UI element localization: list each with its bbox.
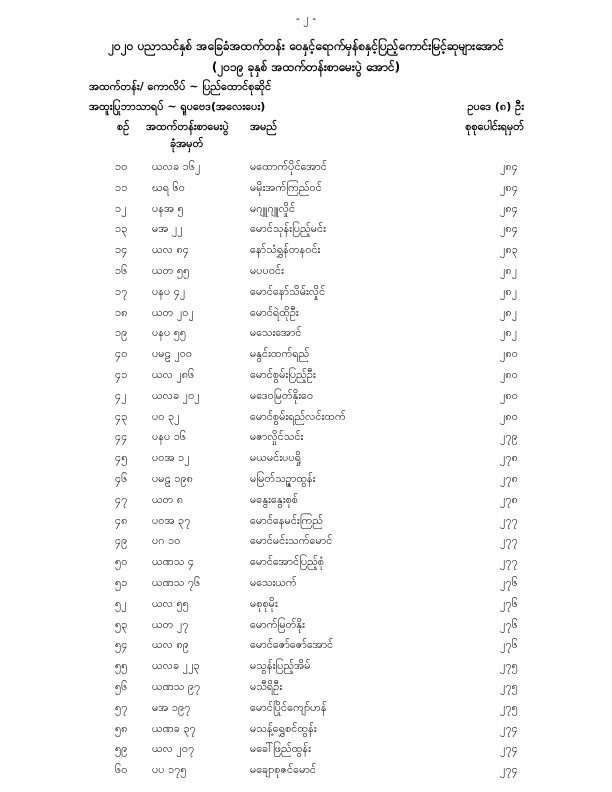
table-row (0, 555, 612, 576)
row-number: ၄၆ (115, 471, 128, 485)
roll-number: ပဂ ၁၀ (152, 534, 181, 548)
roll-number: ပပ ၁၇၅ (152, 763, 187, 777)
student-name: မဇာလှိုင်သင်း (250, 430, 304, 444)
row-number: ၁၃ (115, 222, 128, 236)
table-row (0, 181, 612, 202)
roll-number: ယလ ၅၅ (152, 596, 189, 610)
roll-number: ယလ ၂၀၇ (152, 742, 195, 756)
row-number: ၅၀ (115, 555, 128, 569)
row-number: ၅၄ (115, 638, 128, 652)
student-name: မမြတ်သဉ္ဇာထွန်း (250, 471, 316, 485)
student-name: မချောစုဇင်မောင် (250, 763, 316, 777)
table-row (0, 722, 612, 743)
column-header-score: စုစုပေါင်းရမှတ် (465, 120, 524, 133)
roll-number: ပနပ ၁၆ (152, 430, 187, 444)
row-number: ၅၃ (115, 617, 128, 631)
total-score: ၂၈၄ (500, 160, 518, 173)
student-name: မပပဝင်း (250, 263, 284, 277)
student-name: မသေးအောင် (250, 326, 302, 340)
total-score: ၂၈၂ (500, 305, 518, 319)
table-row (0, 493, 612, 514)
student-name: မောင်ဇော်ဇော်အောင် (250, 638, 334, 652)
roll-number: ပနပ ၅၅ (152, 326, 187, 340)
total-score: ၂၇၄ (500, 742, 518, 756)
total-score: ၂၇၄ (500, 763, 518, 777)
roll-number: ယဏခ ၃၇ (152, 721, 196, 735)
total-score: ၂၇၈ (500, 492, 518, 506)
roll-number: ယလခ ၂၂၃ (152, 659, 200, 673)
row-number: ၁၄ (115, 243, 128, 257)
table-row (0, 638, 612, 659)
table-row (0, 306, 612, 327)
total-score: ၂၇၆ (500, 638, 518, 652)
roll-number: ယလခ ၁၆၂ (152, 160, 201, 173)
roll-number: မအ ၁၉၇ (152, 700, 191, 714)
roll-number: ယတ ၂၇ (152, 617, 189, 631)
document-title: ၂၀၂၀ ပညာသင်နှစ် အခြေခံအထက်တန်း ဝေနှင့်ရောက်မှန်စနှင့်ပြည့်ကောင်းမြင့်ဆုများအောင် (108, 39, 504, 53)
student-name: မောင်စွမ်းပြည့်ဦး (250, 367, 316, 381)
table-row (0, 222, 612, 243)
total-score: ၂၈၄ (500, 222, 518, 236)
table-row (0, 763, 612, 784)
total-score: ၂၇၅ (500, 659, 518, 673)
student-name: နော်သံရွှန်တနဝင်း (250, 243, 321, 257)
total-score: ၂၈၀ (500, 409, 518, 423)
total-score: ၂၇၆ (500, 596, 518, 610)
subject-heading: အထူးပြုဘာသာရပ် ~ ရူပဗေဒ(အလေးပေး) (89, 100, 266, 113)
total-score: ၂၇၇ (500, 555, 518, 569)
total-score: ၂၇၆ (500, 575, 518, 589)
student-name: မောင်စွမ်းရည်လင်းထက် (250, 409, 346, 423)
table-row (0, 243, 612, 264)
document-subtitle: (၂၀၁၉ ခုနှစ် အထက်တန်းစာမေးပွဲ အောင်) (211, 60, 401, 74)
row-number: ၁၇ (115, 284, 128, 298)
roll-number: ပဝအ ၁၂ (152, 451, 190, 465)
total-score: ၂၈၄ (500, 180, 518, 194)
roll-number: ဃရ ၆၀ (152, 180, 185, 194)
row-number: ၁၁ (115, 180, 128, 194)
column-header-name: အမည် (250, 120, 278, 133)
roll-number: ပဝ ၃၂ (152, 409, 180, 423)
row-number: ၁၈ (115, 305, 128, 319)
student-name: မသန့်ရွှေစင်ထွန်း (250, 721, 317, 735)
table-row (0, 430, 612, 451)
table-row (0, 410, 612, 431)
total-score: ၂၈၄ (500, 201, 518, 215)
table-row (0, 368, 612, 389)
table-row (0, 264, 612, 285)
roll-number: ယဏသ ၄ (152, 555, 195, 569)
row-number: ၄၅ (115, 451, 128, 465)
row-number: ၅၁ (115, 575, 128, 589)
total-score: ၂၇၅ (500, 700, 518, 714)
total-score: ၂၈၀ (500, 388, 518, 402)
student-name: မောင်အောင်ပြည့်စုံ (250, 555, 325, 569)
roll-number: ယတ ၅၅ (152, 263, 190, 277)
table-row (0, 285, 612, 306)
student-name: မယမင်းပပရှို (250, 451, 302, 465)
student-name: မောင်ရဲထိုဦး (250, 305, 299, 319)
row-number: ၆၀ (115, 763, 128, 777)
roll-number: ယတ ၈ (152, 492, 184, 506)
total-score: ၂၈၂ (500, 263, 518, 277)
student-name: မစုစုမိုး (250, 596, 278, 610)
total-score: ၂၇၅ (500, 679, 518, 693)
student-name: မဂျူဂျူလှိုင် (250, 201, 296, 215)
student-name: မသွန်းပြည့်အိမ် (250, 659, 311, 673)
student-name: မသီရိဦး (250, 679, 283, 693)
total-score: ၂၇၈ (500, 451, 518, 465)
row-number: ၁၆ (115, 263, 128, 277)
student-name: မထောက်ပိုင်အောင် (250, 160, 327, 173)
roll-number: ပနအ ၅ (152, 201, 184, 215)
student-name: မနွင်းထက်ရည် (250, 347, 310, 361)
row-number: ၄၄ (115, 430, 128, 444)
roll-number: ပဝအ ၃၇ (152, 513, 191, 527)
total-score: ၂၈၀ (500, 367, 518, 381)
student-name: မမိုးအက်ကြည်ဝင် (250, 180, 322, 194)
total-score: ၂၈၂ (500, 326, 518, 340)
student-name: မောင်နေမင်းကြည် (250, 513, 323, 527)
roll-number: ယတ ၂၀၂ (152, 305, 194, 319)
student-name: မောင်မင်းသက်မောင် (250, 534, 333, 548)
row-number: ၅၅ (115, 659, 128, 673)
row-number: ၄၁ (115, 367, 128, 381)
table-row (0, 451, 612, 472)
total-score: ၂၇၇ (500, 534, 518, 548)
subject-count: ဥပဒေ (၈) ဦး (467, 100, 524, 113)
table-row (0, 160, 612, 181)
column-header-roll: အထက်တန်းစာမေးပွဲ (146, 120, 229, 133)
table-row (0, 576, 612, 597)
column-header-roll-line2: ခုံအမှတ် (170, 137, 204, 150)
row-number: ၄၈ (115, 513, 128, 527)
total-score: ၂၇၈ (500, 471, 518, 485)
roll-number: ပမဠ ၂၀၀ (152, 347, 193, 361)
row-number: ၄၂ (115, 388, 127, 402)
table-row (0, 618, 612, 639)
student-name: မဒေဝမြတ်နိုးဝေ (250, 388, 314, 402)
roll-number: မအ ၂၂ (152, 222, 183, 236)
row-number: ၁၀ (115, 160, 128, 173)
table-row (0, 659, 612, 680)
total-score: ၂၇၇ (500, 513, 518, 527)
table-row (0, 326, 612, 347)
table-row (0, 680, 612, 701)
roll-number: ယလ ၈၄ (152, 243, 189, 257)
row-number: ၅၆ (115, 679, 128, 693)
total-score: ၂၇၄ (500, 721, 518, 735)
row-number: ၅၂ (115, 596, 127, 610)
row-number: ၁၉ (115, 326, 128, 340)
row-number: ၅၇ (115, 700, 128, 714)
column-header-no: စဉ် (117, 120, 130, 133)
row-number: ၄၃ (115, 409, 128, 423)
student-name: မသေးယက် (250, 575, 297, 589)
table-row (0, 597, 612, 618)
page-number: - ၂ - (295, 12, 317, 25)
total-score: ၂၇၉ (500, 430, 518, 444)
student-name: မောင်နော်သိမ်းလှိုင် (250, 284, 326, 298)
section-heading: အထက်တန်း/ ကောလိပ် ~ ပြည်ထောင်စုဆိုင် (89, 80, 272, 93)
table-row (0, 472, 612, 493)
table-row (0, 202, 612, 223)
student-name: မောက်မြတ်နိုး (250, 617, 305, 631)
row-number: ၅၈ (115, 721, 128, 735)
row-number: ၁၂ (115, 201, 127, 215)
table-row (0, 742, 612, 763)
student-name: မနွေးနွေးစုစ် (250, 492, 298, 506)
table-row (0, 347, 612, 368)
table-row (0, 514, 612, 535)
roll-number: ပနပ ၄၂ (152, 284, 186, 298)
total-score: ၂၈၃ (500, 243, 518, 257)
table-row (0, 701, 612, 722)
results-table (0, 160, 612, 784)
roll-number: ယဏသ ၇၆ (152, 575, 201, 589)
student-name: မောင်ပြိုင်ကျော်ဟန် (250, 700, 327, 714)
row-number: ၄၇ (115, 492, 128, 506)
row-number: ၄၉ (115, 534, 128, 548)
roll-number: ပမဠ ၁၉၈ (152, 471, 193, 485)
table-row (0, 389, 612, 410)
total-score: ၂၈၂ (500, 284, 518, 298)
roll-number: ယလခ ၂၀၂ (152, 388, 200, 402)
roll-number: ယလ ၈၉ (152, 638, 189, 652)
student-name: မောင်သုန်းပြည့်မင်း (250, 222, 326, 236)
roll-number: ယဏသ ၉၇ (152, 679, 201, 693)
student-name: မခေါ်ဖြည်ထွန်း (250, 742, 311, 756)
row-number: ၄၀ (115, 347, 128, 361)
table-row (0, 534, 612, 555)
total-score: ၂၇၆ (500, 617, 518, 631)
total-score: ၂၈၀ (500, 347, 518, 361)
row-number: ၅၉ (115, 742, 128, 756)
roll-number: ယလ ၂၈၆ (152, 367, 195, 381)
